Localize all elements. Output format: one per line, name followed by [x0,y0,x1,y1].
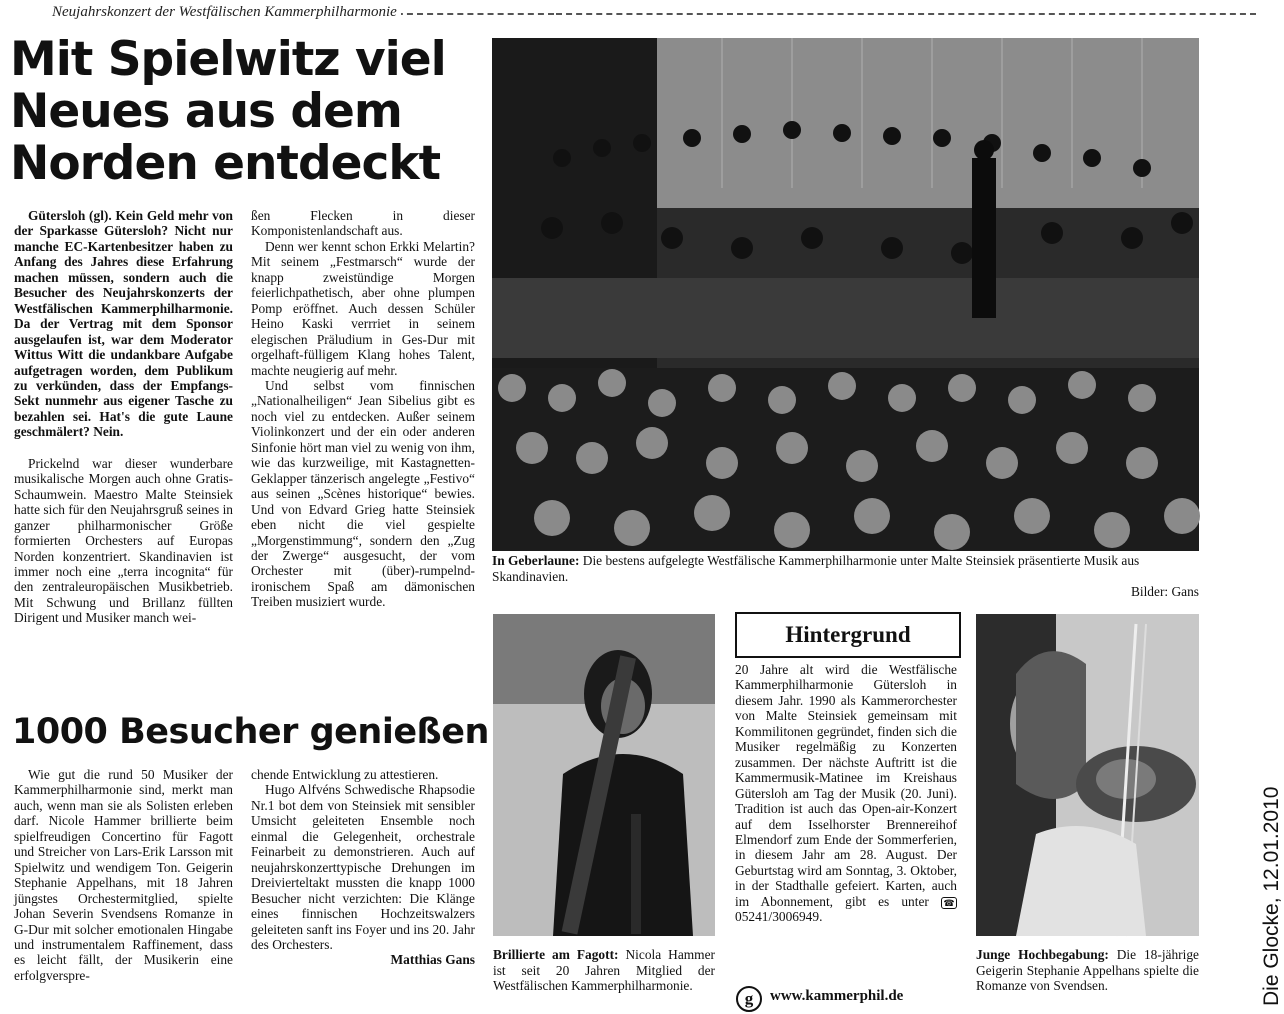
paragraph: Denn wer kennt schon Erkki Melartin? Mit seinem „Festmarsch“ wurde der knapp zweistündige Morgen feierlichpathetisch, aber ohne plumpen Pomp eröffnet. Auch dessen Schüler Heino Kaski verrriet in seinem elegischen Präludium in Ges-Dur mit orgelhaft-fülligem Klang hohes Talent, machte neugierig auf mehr. [251,238,475,378]
paragraph: Hugo Alfvéns Schwedische Rhapsodie Nr.1 bot dem von Steinsiek mit sensibler Umsicht geleiteten Ensemble noch einmal die Gelegenheit, orchestrale Feinarbeit zu demonstrieren. Auch auf neujahrskonzerttypische Drehungen im Dreivierteltakt mussten die knapp 1000 Besucher nicht verzichten: Die Klänge eines finnischen Hochzeitswalzers geleiteten sanft ins Foyer und ins 20. Jahr des Orchesters. [251,782,475,952]
bassoon-photo-caption [493,947,715,994]
main-photo-caption [492,553,1199,600]
photo-credit: Bilder: Gans [1130,584,1199,599]
violin-photo [976,614,1199,936]
article-column-3 [14,767,233,983]
lead-paragraph: Gütersloh (gl). Kein Geld mehr von der Sparkasse Gütersloh? Nicht nur manche EC-Kartenbesitzer haben zu Anfang des Jahres diese Erfahrung machen müssen, sondern auch die Besucher des Neujahrskonzerts der Westfälischen Kammerphilharmonie. Da der Vertrag mit dem Sponsor ausgelaufen ist, war dem Moderator Wittus Witt die undankbare Aufgabe aufgetragen worden, dem Publikum zu verkünden, dass der Empfangs-Sekt nunmehr aus eigener Tasche zu bezahlen sei. Hat's die gute Laune geschmälert? Nein. [14,208,233,440]
caption-text: Die 18-jährige Geigerin Stephanie Appelhans spielte die Romanze von Svendsen. [976,947,1199,993]
paragraph: chende Entwicklung zu attestieren. [251,767,439,782]
background-box-text: 20 Jahre alt wird die Westfälische Kammerphilharmonie Gütersloh in diesem Jahr. 1990 als Kammerorchester von Malte Steinsiek gemeinsam mit Kommilitonen gegründet, finden sich die Musiker regelmäßig zu Konzerten zusammen. Der nächste Auftritt ist die Kammermusik-Matinee im Kreishaus Gütersloh am Tag der Musik (20. Juni). Tradition ist auch das Open-air-Konzert auf dem Isselhorster Brennereihof Elmendorf zum Ende der Sommerferien, in diesem Jahr am 28. August. Der Geburtstag wird am Sonntag, 3. Oktober, in der Stadthalle gefeiert. Karten, auch im Abonnement, gibt es unter [735,662,957,909]
article-column-1 [14,208,233,626]
kicker-wrap [14,4,554,21]
paragraph: Und selbst vom finnischen „Nationalheiligen“ Jean Sibelius gibt es noch viel zu entdecken. Außer seinem Violinkonzert und der ein oder anderen Sinfonie hört man viel zu wenig von ihm, wie das kurzweilige, mit Kastagnetten-Geklapper tänzerisch angelegte „Festivo“ aus seinen „Scènes historique“ bewies. Und von Edvard Grieg hatte Steinsiek eben nicht die viel gespielte „Morgenstimmung“, sondern den „Zug der Zwerge“ ausgesucht, der vom Orchester mit (über)-rumpelnd-ironischem Spaß am dämonischen Treiben musiziert wurde. [251,377,475,610]
phone-icon: ☎ [941,897,957,909]
orchestra-photo [492,38,1199,551]
paragraph: Wie gut die rund 50 Musiker der Kammerphilharmonie sind, merkt man auch, wenn man sie als Solisten erleben darf. Nicole Hammer brillierte beim spielfreudigen Concertino für Fagott und Streicher von Lars-Erik Larsson mit Spielwitz und wendigem Ton. Geigerin Stephanie Appelhans, mit 18 Jahren jüngstes Orchestermitglied, spielte Johan Severin Svendsens Romanze in G-Dur mit solcher emotionalen Hingabe und instrumentalem Raffinement, dass es leicht fällt, der Musikerin eine erfolgverspre- [14,767,233,983]
paragraph: ßen Flecken in dieser Komponistenlandschaft aus. [251,208,475,239]
background-box-title: Hintergrund [735,612,961,658]
source-stamp-text: Die Glocke, 12.01.2010 [1260,786,1283,1006]
subheadline: 1000 Besucher genießen [12,712,489,752]
paragraph: Prickelnd war dieser wunderbare musikalische Morgen auch ohne Gratis-Schaumwein. Maestro Malte Steinsiek hatte sich für den Neujahrsgruß seines in ganzer philharmonischer Größe formierten Orchesters auf Europas Norden konzentriert. Skandinavien ist immer noch eine „terra incognita“ für den zentraleuropäischen Musikbetrieb. Mit Schwung und Brillanz füllten Dirigent und Musiker manch wei- [14,455,233,626]
caption-label: In Geberlaune: [492,553,580,568]
violin-photo-caption [976,947,1199,994]
article-column-4 [251,767,475,968]
background-box-text-wrap [735,662,957,925]
caption-text: Nicola Hammer ist seit 20 Jahren Mitglied der Westfälischen Kammerphilharmonie. [493,947,716,993]
author: Matthias Gans [390,952,475,968]
caption-label: Junge Hochbegabung: [976,947,1109,962]
kicker-rule-right [556,13,1256,15]
caption-label: Brillierte am Fagott: [493,947,619,962]
kicker: Neujahrskonzert der Westfälischen Kammerphilharmonie [14,4,401,20]
caption-text: Die bestens aufgelegte Westfälische Kammerphilharmonie unter Malte Steinsiek präsentierte Musik aus Skandinavien. [492,553,1140,584]
article-column-2 [251,208,475,610]
bassoon-photo [493,614,715,936]
phone-number: 05241/3006949. [735,909,823,925]
headline: Mit Spielwitz viel Neues aus dem Norden entdeckt [10,32,446,191]
g-logo: g [736,986,762,1012]
website-link[interactable]: www.kammerphil.de [770,988,904,1004]
source-stamp [1238,770,1283,1006]
